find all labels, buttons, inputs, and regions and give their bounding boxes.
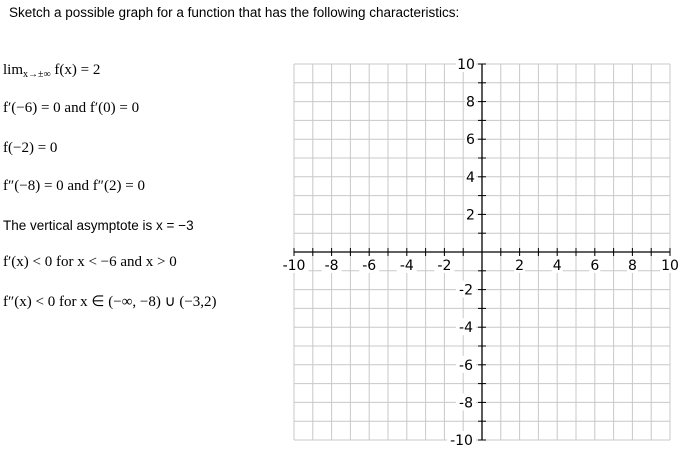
condition-inflection: f″(−8) = 0 and f″(2) = 0	[3, 178, 146, 194]
x-tick-label: -6	[362, 258, 377, 274]
condition-critical-points: f′(−6) = 0 and f′(0) = 0	[3, 100, 140, 116]
y-tick-label: 10	[457, 57, 475, 73]
x-tick-label: 8	[627, 258, 637, 274]
y-tick-label: -10	[450, 433, 473, 449]
x-tick-label: 2	[515, 258, 525, 274]
y-tick-label: 6	[466, 132, 475, 149]
x-tick-label: 4	[552, 258, 562, 274]
limit-operator: lim	[3, 62, 24, 78]
x-tick-label: -8	[324, 258, 339, 274]
limit-subscript: x→±∞	[23, 69, 51, 80]
x-tick-label: -4	[399, 258, 414, 274]
problem-heading: Sketch a possible graph for a function that has the following characteristics:	[9, 5, 460, 20]
y-tick-label: 4	[466, 169, 475, 186]
y-tick-label: 8	[466, 94, 475, 111]
limit-expression: f(x) = 2	[50, 62, 101, 78]
x-tick-label: -2	[437, 258, 452, 274]
x-tick-label: -10	[282, 258, 306, 274]
x-tick-label: 10	[661, 258, 679, 274]
condition-decreasing: f′(x) < 0 for x < −6 and x > 0	[3, 254, 177, 270]
condition-concave-down: f″(x) < 0 for x ∈ (−∞, −8) ∪ (−3,2)	[3, 294, 217, 310]
y-tick-label: 2	[466, 207, 475, 224]
condition-zero: f(−2) = 0	[3, 140, 58, 156]
condition-limit	[3, 62, 100, 80]
x-tick-label: 6	[590, 258, 600, 274]
y-tick-label: -2	[459, 282, 473, 299]
y-tick-label: -6	[459, 357, 473, 374]
condition-asymptote: The vertical asymptote is x = −3	[3, 218, 194, 233]
y-tick-label: -4	[459, 320, 473, 337]
y-tick-label: -8	[459, 395, 473, 412]
coordinate-grid	[270, 44, 680, 456]
